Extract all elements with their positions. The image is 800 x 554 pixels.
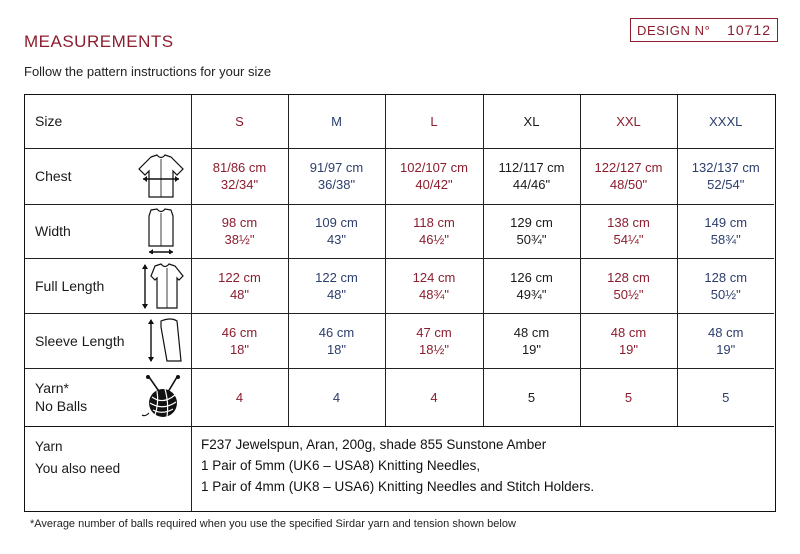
page-title: MEASUREMENTS (24, 32, 174, 51)
width-xxxl-in: 58¾" (710, 232, 741, 247)
width-l-cm: 118 cm (413, 215, 455, 230)
full-length-diagram-icon (137, 262, 185, 310)
chest-s-cm: 81/86 cm (212, 160, 267, 175)
chest-xl-in: 44/46" (512, 177, 551, 192)
chest-diagram-icon (137, 153, 185, 199)
sleeve-length-m-in: 18" (326, 341, 347, 357)
width-xl-cm: 129 cm (510, 215, 553, 230)
size-row (25, 95, 774, 148)
chest-xxxl (677, 148, 774, 204)
size-xxxl: XXXL (677, 95, 774, 148)
sleeve-length-xxxl (677, 313, 774, 368)
yarn-balls-xxxl: 5 (677, 368, 774, 426)
size-l: L (385, 95, 483, 148)
chest-s (191, 148, 288, 204)
width-xxl-in: 54¼" (613, 232, 644, 247)
full-length-xxxl (677, 258, 774, 313)
full-length-xl (483, 258, 580, 313)
sleeve-length-xxxl-in: 19" (716, 341, 736, 357)
width-row (25, 204, 774, 258)
full-length-l-cm: 124 cm (412, 269, 456, 285)
chest-label: Chest (35, 168, 72, 184)
full-length-xxxl-in: 50½" (710, 286, 741, 302)
chest-xxxl-cm: 132/137 cm (691, 160, 760, 175)
yarn-balls-xl: 5 (483, 368, 580, 426)
chest-label-cell (25, 148, 191, 204)
chest-xxl (580, 148, 677, 204)
yarn-label-line1: Yarn* (35, 380, 69, 396)
sleeve-length-l (385, 313, 483, 368)
yarn-balls-m: 4 (288, 368, 385, 426)
yarn-balls-label (35, 379, 87, 415)
sleeve-length-xxl-cm: 48 cm (610, 324, 647, 340)
sleeve-length-diagram-icon (143, 317, 185, 365)
you-also-need-label: You also need (35, 461, 121, 476)
width-s-cm: 98 cm (221, 215, 258, 230)
yarn-balls-l: 4 (385, 368, 483, 426)
sleeve-length-row (25, 313, 774, 368)
width-xxl-cm: 138 cm (607, 215, 650, 230)
chest-xxl-cm: 122/127 cm (594, 160, 663, 175)
width-m-in: 43" (326, 232, 347, 247)
chest-row (25, 148, 774, 204)
chest-xl-cm: 112/117 cm (498, 160, 565, 175)
design-label: DESIGN N° (637, 22, 711, 38)
chest-l (385, 148, 483, 204)
chest-l-in: 40/42" (415, 177, 453, 192)
sleeve-length-m (288, 313, 385, 368)
full-length-m (288, 258, 385, 313)
sleeve-length-label-cell (25, 313, 191, 368)
chest-xxl-in: 48/50" (609, 177, 648, 192)
yarn-ball-icon (141, 375, 185, 419)
chest-s-in: 32/34" (220, 177, 259, 192)
sleeve-length-l-in: 18½" (419, 341, 449, 357)
sleeve-length-m-cm: 46 cm (318, 324, 355, 340)
width-l (385, 204, 483, 258)
width-label-cell (25, 204, 191, 258)
full-length-label-cell (25, 258, 191, 313)
width-s (191, 204, 288, 258)
sleeve-length-xl-in: 19" (521, 341, 542, 357)
full-length-xxl-in: 50½" (613, 286, 644, 302)
design-number: 10712 (727, 22, 771, 38)
yarn-info-section (25, 426, 774, 511)
needles-line-1: 1 Pair of 5mm (UK6 – USA8) Knitting Needles, (201, 458, 481, 473)
width-diagram-icon (137, 208, 185, 254)
sleeve-length-s-cm: 46 cm (221, 324, 258, 340)
yarn-info-labels (35, 436, 120, 480)
subtitle: Follow the pattern instructions for your size (24, 64, 272, 79)
width-xxl (580, 204, 677, 258)
chest-m-cm: 91/97 cm (309, 160, 364, 175)
full-length-xl-in: 49¾" (516, 286, 547, 302)
width-m (288, 204, 385, 258)
width-l-in: 46½" (419, 232, 449, 247)
full-length-xxl-cm: 128 cm (607, 269, 650, 285)
sleeve-length-xxxl-cm: 48 cm (708, 324, 744, 340)
design-number-box (630, 18, 778, 42)
size-label: Size (35, 113, 63, 130)
full-length-l (385, 258, 483, 313)
full-length-row (25, 258, 774, 313)
full-length-s (191, 258, 288, 313)
full-length-m-in: 48" (326, 286, 347, 302)
width-xl (483, 204, 580, 258)
width-xxxl-cm: 149 cm (704, 215, 748, 230)
width-s-in: 38½" (224, 232, 255, 247)
yarn-label-line2: No Balls (35, 398, 88, 414)
full-length-label: Full Length (35, 277, 105, 294)
sleeve-length-xxl (580, 313, 677, 368)
sleeve-length-s (191, 313, 288, 368)
yarn-balls-s: 4 (191, 368, 288, 426)
size-xl: XL (483, 95, 580, 148)
full-length-xxxl-cm: 128 cm (704, 269, 748, 285)
full-length-l-in: 48¾" (419, 286, 449, 302)
sleeve-length-s-in: 18" (229, 341, 250, 357)
width-xxxl (677, 204, 774, 258)
sleeve-length-l-cm: 47 cm (416, 324, 452, 340)
sleeve-length-xl (483, 313, 580, 368)
yarn-balls-xxl: 5 (580, 368, 677, 426)
full-length-s-in: 48" (229, 286, 250, 302)
size-header-cell (25, 95, 191, 148)
size-s: S (191, 95, 288, 148)
chest-l-cm: 102/107 cm (400, 160, 468, 175)
yarn-divider (191, 426, 192, 511)
width-m-cm: 109 cm (315, 215, 358, 230)
footnote: *Average number of balls required when you use the specified Sirdar yarn and tension shown below (30, 518, 516, 530)
needles-line-2: 1 Pair of 4mm (UK8 – USA6) Knitting Needles and Stitch Holders. (201, 479, 595, 494)
yarn-description: F237 Jewelspun, Aran, 200g, shade 855 Sunstone Amber (201, 437, 547, 452)
full-length-xl-cm: 126 cm (510, 269, 553, 285)
full-length-xxl (580, 258, 677, 313)
yarn-info-label: Yarn (35, 439, 63, 454)
chest-xxxl-in: 52/54" (707, 177, 745, 192)
width-label: Width (35, 223, 71, 239)
size-m: M (288, 95, 385, 148)
yarn-balls-label-cell (25, 368, 191, 426)
yarn-info-text (201, 434, 594, 497)
yarn-balls-row (25, 368, 774, 426)
full-length-s-cm: 122 cm (218, 269, 261, 285)
chest-m-in: 36/38" (317, 177, 356, 192)
full-length-m-cm: 122 cm (315, 269, 358, 285)
size-xxl: XXL (580, 95, 677, 148)
chest-m (288, 148, 385, 204)
measurements-frame (24, 94, 776, 512)
chest-xl (483, 148, 580, 204)
width-xl-in: 50¾" (516, 232, 547, 247)
measurements-table (25, 95, 774, 427)
sleeve-length-xl-cm: 48 cm (513, 324, 550, 340)
sleeve-length-label: Sleeve Length (35, 332, 125, 349)
sleeve-length-xxl-in: 19" (618, 341, 639, 357)
